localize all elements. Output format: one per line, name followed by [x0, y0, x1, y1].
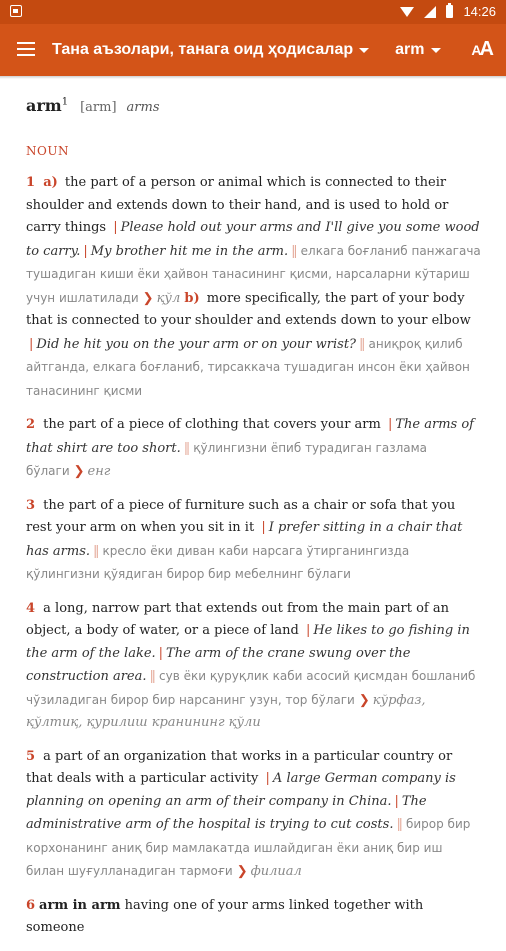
battery-icon — [446, 5, 453, 18]
definition: a part of an organization that works in a particular country or that deals with a particular activity — [26, 748, 453, 786]
example: He likes to go fishing in the arm of the lake. — [26, 623, 470, 661]
app-bar-shadow — [0, 76, 506, 79]
sense-number: 2 — [26, 417, 36, 432]
sense-6 — [26, 895, 482, 940]
definition: a long, narrow part that extends out from the main part of an object, a body of water, or a piece of land — [26, 600, 449, 638]
word-label: arm — [395, 41, 425, 58]
definition: the part of a person or animal which is connected to their shoulder and extends down to their hand, and is used to hold or carry things — [26, 175, 449, 235]
word-selector[interactable] — [395, 41, 440, 59]
subsense-letter: b) — [184, 290, 200, 306]
example: The arms of that shirt are too short. — [26, 417, 474, 456]
translation: бирор бир корхонанинг аниқ бир мамлакатда ишлайдиган ёки аниқ бир иш билан шуғулланадиган тармоғи — [26, 817, 471, 878]
phrase: arm in arm — [39, 897, 121, 913]
chevron-right-icon: ❯ — [73, 464, 85, 479]
definition: more specifically, the part of your body that is connected to your shoulder and extends down to your elbow — [26, 290, 471, 328]
sense-4: 4 a long, narrow part that extends out from the main part of an object, a body of water, or a piece of land | He likes to go fishing in the arm of the lake. | The arm of the crane swung over the construction area. ‖ сув ёки қуруқлик каби асосий қисмдан бошланиб чўзиладиган бирор бир нарсанинг узун, тор бўлаги ❯ кўрфаз, қўлтиқ, қурилиш кранининг қўли — [26, 600, 476, 730]
entry-header — [26, 96, 482, 134]
sense-number: 4 — [26, 600, 36, 616]
entry-content — [26, 96, 482, 951]
synonym-link[interactable]: филиал — [250, 864, 302, 879]
app-bar — [0, 24, 506, 76]
sense-2: 2 the part of a piece of clothing that covers your arm | The arms of that shirt are too short. ‖ қўлингизни ёпиб турадиган газлама бўлаги ❯ енг — [26, 417, 474, 479]
example: The arm of the crane swung over the construction area. — [26, 645, 411, 684]
chevron-right-icon: ❯ — [358, 692, 370, 708]
pronunciation: [arm] — [80, 100, 117, 115]
font-size-icon[interactable]: AA — [471, 38, 492, 60]
sense-5: 5 a part of an organization that works in a particular country or that deals with a particular activity | A large German company is planning on opening an arm of their company in China. | The administrative arm of the hospital is trying to cut costs. ‖ бирор бир корхонанинг аниқ бир мамлакатда ишлайдиган ёки аниқ бир иш билан шуғулланадиган тармоғи ❯ филиал — [26, 748, 471, 879]
example: The administrative arm of the hospital is trying to cut costs. — [26, 793, 427, 832]
example: Please hold out your arms and I'll give you some wood to carry. — [26, 220, 480, 259]
menu-icon[interactable] — [0, 24, 52, 76]
inflection: arms — [126, 100, 160, 115]
example: Did he hit you on the your arm or on your wrist? — [36, 336, 357, 352]
chevron-down-icon — [431, 48, 441, 53]
wifi-icon — [400, 7, 414, 17]
example: A large German company is planning on opening an arm of their company in China. — [26, 771, 456, 809]
synonym-link[interactable]: кўрфаз, қўлтиқ, қурилиш кранининг қўли — [26, 692, 426, 730]
sense-number: 6 — [26, 897, 36, 913]
translation: кресло ёки диван каби нарсага ўтирганингизда қўлингизни қўядиган бирор бир мебелнинг бўлаги — [26, 543, 410, 581]
chevron-down-icon — [359, 48, 369, 53]
signal-icon — [424, 6, 436, 18]
headword: arm$^1$ — [26, 96, 69, 115]
synonym-link[interactable]: қўл — [156, 290, 181, 306]
sense-3: 3 the part of a piece of furniture such as a chair or sofa that you rest your arm on when you sit in it | I prefer sitting in a chair that has arms. ‖ кресло ёки диван каби нарсага ўтирганингизда қўлингизни қўядиган бирор бир мебелнинг бўлаги — [26, 497, 463, 581]
part-of-speech: NOUN — [26, 144, 69, 158]
synonym-link[interactable]: енг — [87, 464, 111, 479]
sense-1: 1 a) the part of a person or animal which is connected to their shoulder and extends down to their hand, and is used to hold or carry things | Please hold out your arms and I'll give you some wood to carry. | My brother hit me in the arm. ‖ елкага боғланиб панжагача тушадиган киши ёки ҳайвон танасининг қисми, нарсаларни кўтариш учун ишлатилади ❯ қўл b) more specifically, the part of your body that is connected to your shoulder and extends down to your elbow | Did he hit you on the your arm or on your wrist? ‖ аниқроқ қилиб айтганда, елкага боғланиб, тирсаккача тушадиган инсон ёки ҳайвон танасининг қисми — [26, 175, 481, 398]
subsense-letter: a) — [43, 175, 58, 190]
definition: the part of a piece of furniture such as a chair or sofa that you rest your arm on when you sit in it — [26, 497, 456, 535]
translation: сув ёки қуруқлик каби асосий қисмдан бошланиб чўзиладиган бирор бир нарсанинг узун, тор бўлаги — [26, 669, 476, 707]
definition: having one of your arms linked together with someone — [26, 897, 424, 935]
example: I prefer sitting in a chair that has arms. — [26, 520, 463, 559]
sense-number: 1 — [26, 175, 36, 190]
status-icons — [400, 4, 496, 19]
definition: the part of a piece of clothing that covers your arm — [39, 417, 385, 432]
status-bar — [0, 0, 506, 24]
notification-image-icon — [10, 5, 22, 17]
chevron-right-icon: ❯ — [142, 290, 154, 306]
sense-number: 5 — [26, 748, 36, 764]
dictionary-selector[interactable] — [52, 41, 369, 59]
translation: қўлингизни ёпиб турадиган газлама бўлаги — [26, 440, 428, 478]
dictionary-title: Тана аъзолари, танага оид ҳодисалар — [52, 41, 354, 58]
sense-number: 3 — [26, 497, 36, 513]
chevron-right-icon: ❯ — [236, 864, 248, 879]
homograph-number: 1 — [61, 96, 69, 108]
translation: елкага боғланиб панжагача тушадиган киши ёки ҳайвон танасининг қисми, нарсаларни кўтариш учун ишлатилади — [26, 243, 481, 305]
translation: аниқроқ қилиб айтганда, елкага боғланиб, тирсаккача тушадиган инсон ёки ҳайвон танасининг қисми — [26, 336, 470, 398]
status-time: 14:26 — [463, 4, 496, 19]
example: My brother hit me in the arm. — [90, 243, 289, 259]
